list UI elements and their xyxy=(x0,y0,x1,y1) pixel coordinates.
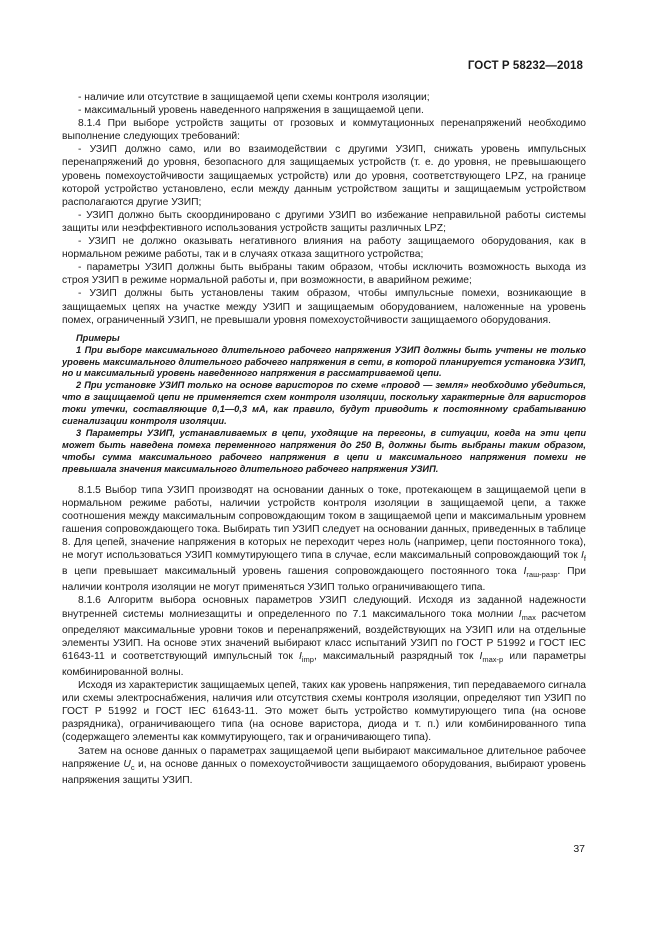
document-code-header: ГОСТ Р 58232—2018 xyxy=(467,60,583,72)
examples-block xyxy=(62,333,586,476)
examples-heading: Примеры xyxy=(76,332,120,343)
paragraph-voltage-selection: Затем на основе данных о параметрах защищаемой цепи выбирают максимальное длительное рабочее напряжение $U_c$ и, на основе данных о помехоустойчивости защищаемого оборудования, выбирают уровень напряжения защиты УЗИП. xyxy=(62,745,586,786)
paragraph-8-1-5: 8.1.5 Выбор типа УЗИП производят на основании данных о токе, протекающем в защищаемой цепи в нормальном режиме работы, наличии устройств контроля изоляции в защищаемой цепи, а также соотношения между максимальным сопровождающим током в защищаемой цепи и максимальным уровнем гашения сопровождающего тока. Выбирать тип УЗИП следует на основании данных, приведенных в таблице 8. Для цепей, значение напряжения в которых не переходит через ноль (например, цепи постоянного тока), не могут использоваться УЗИП коммутирующего типа в случае, если максимальный сопровождающий ток $I_f$ в цепи превышает максимальный уровень гашения сопровождающего постоянного тока $I_{гаш-разр}$. При наличии контроля изоляции не могут применяться УЗИП только ограничивающего типа. xyxy=(62,484,586,594)
paragraph-8-1-6: 8.1.6 Алгоритм выбора основных параметров УЗИП следующий. Исходя из заданной надежности внутренней системы молниезащиты и определенного по 7.1 максимального тока молнии $I_{max}$ расчетом определяют максимальные уровни токов и перенапряжений, воздействующих на УЗИП или на отдельные элементы УЗИП. На основе этих значений выбирают класс испытаний УЗИП по ГОСТ Р 51992 и ГОСТ IEC 61643-11 и соответствующий импульсный ток $I_{imp}$, максимальный разрядный ток $I_{max-p}$ или параметры комбинированной волны. xyxy=(62,595,587,678)
list-item: - УЗИП не должно оказывать негативного влияния на работу защищаемого оборудования, как в нормальном режиме работы, так и в случаях отказа защитного устройства; xyxy=(62,236,586,261)
example-item: 2 При установке УЗИП только на основе варисторов по схеме «провод — земля» необходимо убедиться, что в защищаемой цепи не применяется схем контроля изоляции, поскольку характерные для варисторов токи утечки, составляющие 0,1—0,3 мА, как правило, будут приводить к постоянному срабатыванию сигнализации контроля изоляции. xyxy=(62,380,586,427)
list-item: - параметры УЗИП должны быть выбраны таким образом, чтобы исключить возможность выхода из строя УЗИП в режиме нормальной работы и, при возможности, в аварийном режиме; xyxy=(62,262,586,287)
list-item: - максимальный уровень наведенного напряжения в защищаемой цепи. xyxy=(78,105,424,117)
example-item: 3 Параметры УЗИП, устанавливаемых в цепи, уходящие на перегоны, в ситуации, когда на эти цепи может быть наведена помеха переменного напряжения до 250 В, должны быть выбраны таким образом, чтобы сумма максимального рабочего напряжения в цепи и максимального напряжения помехи не превышала значения максимального длительного рабочего напряжения УЗИП. xyxy=(62,427,586,474)
page-number: 37 xyxy=(573,843,585,855)
example-item: 1 При выборе максимального длительного рабочего напряжения УЗИП должны быть учтены не только уровень максимального длительного рабочего напряжения в сети, в которой планируется установка УЗИП, но и максимальный уровень наведенного напряжения в рассматриваемой цепи. xyxy=(62,344,586,379)
document-body xyxy=(62,91,586,787)
list-item: - наличие или отсутствие в защищаемой цепи схемы контроля изоляции; xyxy=(78,92,430,103)
list-item: - УЗИП должны быть установлены таким образом, чтобы импульсные помехи, возникающие в защищаемых цепях на участке между УЗИП и защищаемым оборудованием, наложенные на уровень помех, ограниченный УЗИП, не превышали уровня помехоустойчивости защищаемого оборудования. xyxy=(62,288,586,326)
paragraph-spd-types: Исходя из характеристик защищаемых цепей, таких как уровень напряжения, тип передаваемого сигнала или схемы электроснабжения, наличия или отсутствия схемы контроля изоляции, определяют тип УЗИП по ГОСТ Р 51992 и ГОСТ IEC 61643-11. Это может быть устройство коммутирующего типа (на основе разрядника), ограничивающего типа (на основе варистора, диода и т. п.) или комбинированного типа (содержащего элементы как коммутирующего, так и ограничивающего типа). xyxy=(62,680,586,744)
paragraph-8-1-4: 8.1.4 При выборе устройств защиты от грозовых и коммутационных перенапряжений необходимо выполнение следующих требований: xyxy=(62,118,586,143)
list-item: - УЗИП должно быть скоординировано с другими УЗИП во избежание неправильной работы системы защиты или неэффективного использования устройств защиты различных LPZ; xyxy=(62,209,586,234)
list-item: - УЗИП должно само, или во взаимодействии с другими УЗИП, снижать уровень импульсных перенапряжений до уровня, безопасного для защищаемых устройств (т. е. до уровня, не превышающего уровень помехоустойчивости защищаемых устройств) или до уровня, соответствующего LPZ, на границе которой устройство установлено, если между данным устройством защиты и защищаемым устройством располагаются другие УЗИП; xyxy=(62,144,586,208)
